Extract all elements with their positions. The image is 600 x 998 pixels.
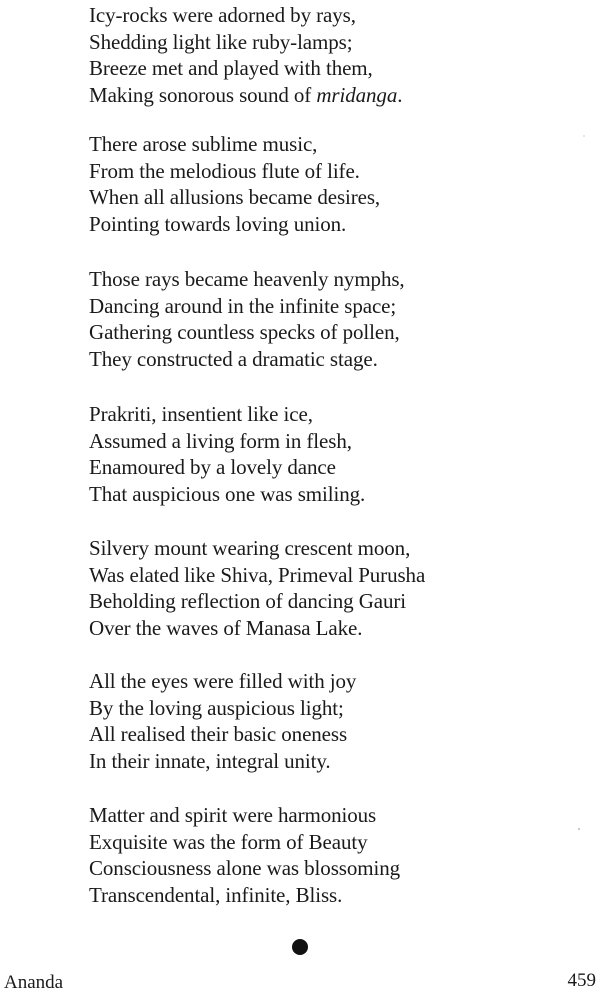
poem-line: That auspicious one was smiling. [89,482,366,507]
poem-line: Matter and spirit were harmonious [89,803,377,827]
stanza-4 [89,401,589,508]
poem-line: Icy-rocks were adorned by rays, [89,3,356,27]
poem-line: Breeze met and played with them, [89,56,373,81]
stanza-1 [89,2,589,109]
poem-line: Prakriti, insentient like ice, [89,402,313,426]
stanza-2 [89,131,589,238]
section-end-bullet-icon [292,939,308,955]
poem-line: From the melodious flute of life. [89,158,360,183]
stanza-3 [89,266,589,373]
stanza-7 [89,802,589,909]
poem-line: Beholding reflection of dancing Gauri [89,589,407,614]
poem-line: Consciousness alone was blossoming [89,856,401,881]
poem-line: Was elated like Shiva, Primeval Purusha [89,562,426,587]
poem-line: When all allusions became desires, [89,185,381,210]
poem-line: Over the waves of Manasa Lake. [89,616,363,641]
italic-word: mridanga [316,83,398,108]
poem-line: All the eyes were filled with joy [89,669,357,693]
poem-line: There arose sublime music, [89,132,318,156]
scan-speck [578,828,580,830]
poem-line: Transcendental, infinite, Bliss. [89,883,343,908]
poem-line: They constructed a dramatic stage. [89,347,378,372]
poem-line-text: Making sonorous sound of [89,83,317,108]
poem-line: Enamoured by a lovely dance [89,455,336,480]
line-punctuation: . [397,83,403,108]
running-footer-title: Ananda [4,972,64,993]
poem-line: Silvery mount wearing crescent moon, [89,536,411,560]
poem-line: Exquisite was the form of Beauty [89,829,368,854]
poem-line: Dancing around in the infinite space; [89,293,397,318]
poem-line: Pointing towards loving union. [89,212,347,237]
poem-line: Shedding light like ruby-lamps; [89,29,353,54]
poem-line: By the loving auspicious light; [89,695,344,720]
poem-line: Those rays became heavenly nymphs, [89,267,405,291]
page-number: 459 [567,970,596,991]
poem-line-mixed [89,82,589,109]
stanza-6 [89,668,589,775]
poem-line: All realised their basic oneness [89,722,348,747]
stanza-5 [89,535,589,642]
poem-line: In their innate, integral unity. [89,749,331,774]
poem-line: Assumed a living form in flesh, [89,428,352,453]
poem-line: Gathering countless specks of pollen, [89,320,400,345]
scan-speck [583,135,585,137]
